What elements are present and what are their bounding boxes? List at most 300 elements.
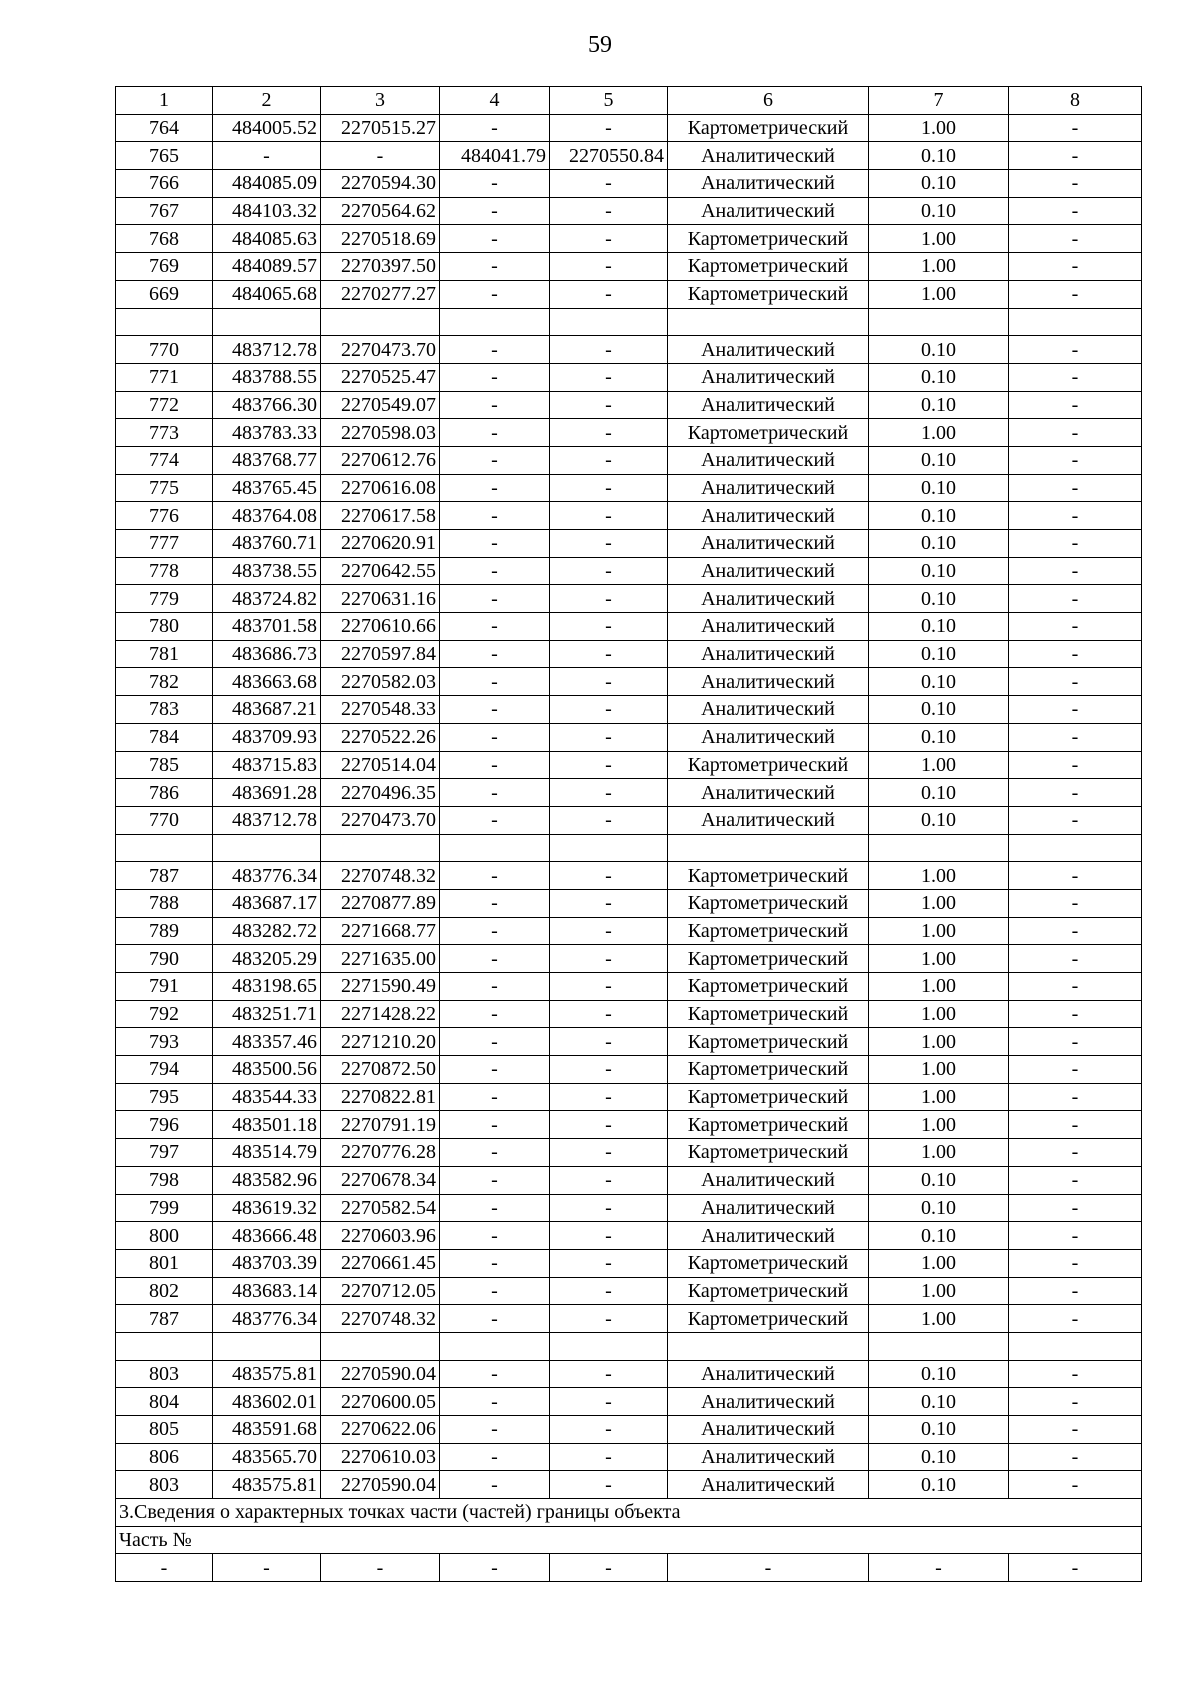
- table-cell-col3: 2270594.30: [321, 170, 440, 198]
- table-cell-col6: Аналитический: [668, 1471, 869, 1499]
- table-cell-col1: 787: [116, 862, 213, 890]
- table-cell-col8: -: [1009, 1443, 1142, 1471]
- table-cell-col8: -: [1009, 751, 1142, 779]
- table-cell-col8: -: [1009, 1000, 1142, 1028]
- table-body: [116, 87, 1142, 1582]
- table-cell-col4: -: [440, 557, 550, 585]
- table-cell-col5: -: [550, 253, 668, 281]
- table-cell-col1: 783: [116, 696, 213, 724]
- table-cell-col4: -: [440, 1056, 550, 1084]
- table-cell-col8: -: [1009, 862, 1142, 890]
- table-cell-col2: [213, 834, 321, 862]
- table-cell-col7: 1.00: [869, 945, 1009, 973]
- table-cell-col5: -: [550, 1111, 668, 1139]
- table-cell-col7: 0.10: [869, 363, 1009, 391]
- table-cell-col3: 2270748.32: [321, 862, 440, 890]
- table-cell-col7: 1.00: [869, 419, 1009, 447]
- table-cell-col6: Картометрический: [668, 1000, 869, 1028]
- table-cell-col4: -: [440, 170, 550, 198]
- table-cell-col5: -: [550, 640, 668, 668]
- table-cell-col1: 803: [116, 1471, 213, 1499]
- table-cell-col2: 483501.18: [213, 1111, 321, 1139]
- table-cell-col3: 2270822.81: [321, 1083, 440, 1111]
- table-cell-col8: -: [1009, 446, 1142, 474]
- table-cell-col6: Картометрический: [668, 917, 869, 945]
- table-cell-col5: -: [550, 391, 668, 419]
- table-cell-col1: 798: [116, 1166, 213, 1194]
- table-cell-col5: [550, 834, 668, 862]
- table-cell-col1: 794: [116, 1056, 213, 1084]
- table-cell-col7: 7: [869, 87, 1009, 115]
- table-cell-col7: 0.10: [869, 446, 1009, 474]
- table-cell-col3: -: [321, 142, 440, 170]
- table-row: [116, 1083, 1142, 1111]
- table-row: [116, 1111, 1142, 1139]
- table-cell-col8: -: [1009, 806, 1142, 834]
- table-cell-col2: 484065.68: [213, 280, 321, 308]
- table-cell-col6: Аналитический: [668, 1388, 869, 1416]
- table-cell-col8: -: [1009, 197, 1142, 225]
- table-cell-col8: [1009, 834, 1142, 862]
- table-cell-col5: -: [550, 225, 668, 253]
- table-cell-col3: 2270678.34: [321, 1166, 440, 1194]
- table-cell-col3: 2270564.62: [321, 197, 440, 225]
- table-row: [116, 889, 1142, 917]
- table-cell-col2: 483703.39: [213, 1249, 321, 1277]
- table-cell-col5: -: [550, 1194, 668, 1222]
- table-cell-col3: 2270518.69: [321, 225, 440, 253]
- table-cell-col2: 483715.83: [213, 751, 321, 779]
- table-cell-col8: -: [1009, 1111, 1142, 1139]
- table-cell-col4: -: [440, 1222, 550, 1250]
- table-cell-col2: 483765.45: [213, 474, 321, 502]
- table-cell-col5: [550, 1332, 668, 1360]
- table-cell-col6: Аналитический: [668, 723, 869, 751]
- table-cell-col2: 483198.65: [213, 973, 321, 1001]
- table-cell-col2: 483691.28: [213, 779, 321, 807]
- table-cell-col3: 2270748.32: [321, 1305, 440, 1333]
- table-cell-col6: Аналитический: [668, 1416, 869, 1444]
- table-cell-col8: -: [1009, 530, 1142, 558]
- table-cell-col1: 770: [116, 806, 213, 834]
- table-cell-col8: -: [1009, 280, 1142, 308]
- table-cell-col7: 1.00: [869, 1083, 1009, 1111]
- table-cell-col3: 2270661.45: [321, 1249, 440, 1277]
- table-cell-col5: 2270550.84: [550, 142, 668, 170]
- table-cell-col1: 669: [116, 280, 213, 308]
- table-separator-row: [116, 834, 1142, 862]
- table-cell-col5: -: [550, 1277, 668, 1305]
- table-cell-col7: 0.10: [869, 530, 1009, 558]
- table-cell-col1: 779: [116, 585, 213, 613]
- table-cell-col1: 776: [116, 502, 213, 530]
- table-cell-col7: 0.10: [869, 1166, 1009, 1194]
- table-row: [116, 142, 1142, 170]
- table-cell-col6: Аналитический: [668, 585, 869, 613]
- table-cell-col4: -: [440, 1360, 550, 1388]
- table-cell-col2: 483709.93: [213, 723, 321, 751]
- table-cell-col7: 1.00: [869, 1111, 1009, 1139]
- table-cell-col7: 1.00: [869, 1000, 1009, 1028]
- table-cell-col6: Картометрический: [668, 114, 869, 142]
- table-cell-col6: Аналитический: [668, 696, 869, 724]
- table-cell-col1: 782: [116, 668, 213, 696]
- table-cell-col5: -: [550, 613, 668, 641]
- table-cell-col3: 2270642.55: [321, 557, 440, 585]
- table-cell-col5: -: [550, 1416, 668, 1444]
- table-cell-col5: -: [550, 1388, 668, 1416]
- table-cell-col4: -: [440, 280, 550, 308]
- table-cell-col1: 788: [116, 889, 213, 917]
- table-cell-col1: 773: [116, 419, 213, 447]
- table-cell-col7: 1.00: [869, 862, 1009, 890]
- table-cell-col3: 2270791.19: [321, 1111, 440, 1139]
- table-cell-col7: 1.00: [869, 225, 1009, 253]
- table-cell-col2: 483712.78: [213, 336, 321, 364]
- table-cell-col1: 787: [116, 1305, 213, 1333]
- part-label-row-text: Часть №: [116, 1526, 1142, 1554]
- table-cell-col3: 2270622.06: [321, 1416, 440, 1444]
- table-cell-col6: Картометрический: [668, 225, 869, 253]
- table-cell-col2: 483205.29: [213, 945, 321, 973]
- table-cell-col4: 4: [440, 87, 550, 115]
- table-cell-col8: -: [1009, 1305, 1142, 1333]
- table-cell-col2: 483251.71: [213, 1000, 321, 1028]
- table-cell-col1: 775: [116, 474, 213, 502]
- table-cell-col8: -: [1009, 1166, 1142, 1194]
- table-cell-col1: 801: [116, 1249, 213, 1277]
- table-cell-col1: 766: [116, 170, 213, 198]
- table-cell-col1: 785: [116, 751, 213, 779]
- table-cell-col5: -: [550, 530, 668, 558]
- table-cell-col3: 2270610.03: [321, 1443, 440, 1471]
- table-cell-col4: -: [440, 363, 550, 391]
- table-cell-col1: 790: [116, 945, 213, 973]
- table-row: [116, 1277, 1142, 1305]
- table-row: [116, 1222, 1142, 1250]
- table-cell-col3: 2270590.04: [321, 1471, 440, 1499]
- table-cell-col4: -: [440, 1277, 550, 1305]
- table-cell-col2: 484089.57: [213, 253, 321, 281]
- table-cell-col8: -: [1009, 142, 1142, 170]
- table-cell-col3: 2270473.70: [321, 806, 440, 834]
- table-cell-col2: 483738.55: [213, 557, 321, 585]
- table-cell-col4: -: [440, 917, 550, 945]
- table-cell-col8: -: [1009, 945, 1142, 973]
- table-cell-col7: 0.10: [869, 668, 1009, 696]
- table-cell-col8: -: [1009, 1416, 1142, 1444]
- table-cell-col6: Картометрический: [668, 1277, 869, 1305]
- table-cell-col2: 483544.33: [213, 1083, 321, 1111]
- table-cell-col1: 803: [116, 1360, 213, 1388]
- table-cell-col4: -: [440, 696, 550, 724]
- table-row: [116, 1139, 1142, 1167]
- table-cell-col4: 484041.79: [440, 142, 550, 170]
- table-cell-col5: -: [550, 363, 668, 391]
- table-cell-col1: 767: [116, 197, 213, 225]
- table-cell-col7: 1.00: [869, 1139, 1009, 1167]
- table-cell-col4: -: [440, 1028, 550, 1056]
- table-cell-col3: 2270603.96: [321, 1222, 440, 1250]
- table-cell-col1: 802: [116, 1277, 213, 1305]
- table-cell-col1: 791: [116, 973, 213, 1001]
- table-cell-col5: -: [550, 1471, 668, 1499]
- table-cell-col7: 0.10: [869, 1416, 1009, 1444]
- table-cell-col8: -: [1009, 170, 1142, 198]
- table-cell-col2: 483687.21: [213, 696, 321, 724]
- table-cell-col1: 806: [116, 1443, 213, 1471]
- table-cell-col7: 0.10: [869, 557, 1009, 585]
- table-cell-col5: -: [550, 668, 668, 696]
- table-cell-col1: 769: [116, 253, 213, 281]
- table-cell-col2: [213, 1332, 321, 1360]
- table-cell-col2: 483514.79: [213, 1139, 321, 1167]
- table-cell-col6: Аналитический: [668, 557, 869, 585]
- table-cell-col5: -: [550, 585, 668, 613]
- table-cell-col2: 483565.70: [213, 1443, 321, 1471]
- table-cell-col2: 483712.78: [213, 806, 321, 834]
- table-cell-col6: Картометрический: [668, 1249, 869, 1277]
- table-cell-col2: 483701.58: [213, 613, 321, 641]
- table-cell-col5: -: [550, 806, 668, 834]
- table-cell-col3: 2271210.20: [321, 1028, 440, 1056]
- table-cell-col7: 0.10: [869, 640, 1009, 668]
- table-cell-col3: 2270525.47: [321, 363, 440, 391]
- table-cell-col7: 0.10: [869, 1222, 1009, 1250]
- table-cell-col1: 764: [116, 114, 213, 142]
- table-cell-col2: -: [213, 142, 321, 170]
- table-row: [116, 1388, 1142, 1416]
- table-cell-col6: Картометрический: [668, 1083, 869, 1111]
- table-cell-col4: -: [440, 973, 550, 1001]
- table-cell-col2: 2: [213, 87, 321, 115]
- table-cell-col7: 0.10: [869, 502, 1009, 530]
- table-cell-col7: -: [869, 1554, 1009, 1582]
- table-cell-col2: 483776.34: [213, 1305, 321, 1333]
- table-cell-col7: 1.00: [869, 1277, 1009, 1305]
- table-cell-col5: -: [550, 502, 668, 530]
- table-cell-col5: -: [550, 1083, 668, 1111]
- table-cell-col3: 2271668.77: [321, 917, 440, 945]
- table-cell-col6: Картометрический: [668, 419, 869, 447]
- table-cell-col5: -: [550, 973, 668, 1001]
- table-cell-col2: 484085.63: [213, 225, 321, 253]
- table-cell-col2: 483357.46: [213, 1028, 321, 1056]
- table-cell-col8: -: [1009, 723, 1142, 751]
- table-cell-col6: Аналитический: [668, 1222, 869, 1250]
- table-cell-col8: -: [1009, 114, 1142, 142]
- table-cell-col8: [1009, 1332, 1142, 1360]
- table-cell-col6: Аналитический: [668, 336, 869, 364]
- table-row: [116, 391, 1142, 419]
- table-cell-col7: 1.00: [869, 1249, 1009, 1277]
- table-cell-col1: [116, 308, 213, 336]
- table-cell-col5: -: [550, 336, 668, 364]
- table-cell-col5: -: [550, 1360, 668, 1388]
- table-cell-col4: -: [440, 751, 550, 779]
- table-cell-col6: Аналитический: [668, 474, 869, 502]
- table-cell-col7: 0.10: [869, 723, 1009, 751]
- table-row: [116, 1360, 1142, 1388]
- table-cell-col1: 784: [116, 723, 213, 751]
- table-cell-col7: 0.10: [869, 391, 1009, 419]
- table-cell-col6: Аналитический: [668, 142, 869, 170]
- table-cell-col4: -: [440, 1554, 550, 1582]
- table-cell-col3: 2270712.05: [321, 1277, 440, 1305]
- table-cell-col8: -: [1009, 696, 1142, 724]
- table-row-empty-part: [116, 1554, 1142, 1582]
- table-cell-col3: 2270877.89: [321, 889, 440, 917]
- table-cell-col7: 1.00: [869, 280, 1009, 308]
- table-cell-col2: 484103.32: [213, 197, 321, 225]
- table-cell-col3: 2270277.27: [321, 280, 440, 308]
- table-row: [116, 363, 1142, 391]
- table-cell-col4: -: [440, 585, 550, 613]
- table-cell-col6: Аналитический: [668, 1443, 869, 1471]
- table-cell-col2: -: [213, 1554, 321, 1582]
- table-cell-col8: -: [1009, 585, 1142, 613]
- table-cell-col1: 765: [116, 142, 213, 170]
- table-cell-col1: 795: [116, 1083, 213, 1111]
- table-cell-col5: -: [550, 1249, 668, 1277]
- table-cell-col4: -: [440, 197, 550, 225]
- table-cell-col6: -: [668, 1554, 869, 1582]
- table-row: [116, 474, 1142, 502]
- table-cell-col5: -: [550, 945, 668, 973]
- table-row: [116, 225, 1142, 253]
- table-cell-col8: -: [1009, 889, 1142, 917]
- table-cell-col2: 483582.96: [213, 1166, 321, 1194]
- table-cell-col6: Картометрический: [668, 889, 869, 917]
- table-cell-col6: Картометрический: [668, 973, 869, 1001]
- table-cell-col6: [668, 1332, 869, 1360]
- table-row: [116, 1416, 1142, 1444]
- table-row: [116, 640, 1142, 668]
- table-cell-col1: 805: [116, 1416, 213, 1444]
- table-cell-col2: 483768.77: [213, 446, 321, 474]
- table-cell-col3: 2270590.04: [321, 1360, 440, 1388]
- table-separator-row: [116, 1332, 1142, 1360]
- table-cell-col5: -: [550, 170, 668, 198]
- table-row: [116, 280, 1142, 308]
- table-row: [116, 945, 1142, 973]
- table-cell-col2: 483783.33: [213, 419, 321, 447]
- table-cell-col4: -: [440, 1388, 550, 1416]
- table-cell-col3: 2271635.00: [321, 945, 440, 973]
- table-cell-col3: 2270549.07: [321, 391, 440, 419]
- table-cell-col7: 1.00: [869, 917, 1009, 945]
- table-cell-col3: 2270582.03: [321, 668, 440, 696]
- table-cell-col6: [668, 308, 869, 336]
- table-cell-col6: Картометрический: [668, 1139, 869, 1167]
- table-row: [116, 696, 1142, 724]
- table-cell-col3: 3: [321, 87, 440, 115]
- table-cell-col6: Картометрический: [668, 1305, 869, 1333]
- table-cell-col1: 789: [116, 917, 213, 945]
- table-cell-col4: -: [440, 1471, 550, 1499]
- table-cell-col4: -: [440, 668, 550, 696]
- table-cell-col3: 2270597.84: [321, 640, 440, 668]
- table-cell-col5: -: [550, 1000, 668, 1028]
- table-row: [116, 530, 1142, 558]
- table-cell-col7: 1.00: [869, 1056, 1009, 1084]
- table-row: [116, 862, 1142, 890]
- table-cell-col6: Аналитический: [668, 197, 869, 225]
- table-header-row: [116, 87, 1142, 115]
- table-row: [116, 723, 1142, 751]
- table-cell-col2: 483500.56: [213, 1056, 321, 1084]
- table-row: [116, 1194, 1142, 1222]
- table-cell-col5: -: [550, 197, 668, 225]
- table-cell-col1: 780: [116, 613, 213, 641]
- table-cell-col7: 1.00: [869, 973, 1009, 1001]
- table-cell-col4: -: [440, 1000, 550, 1028]
- table-cell-col6: Аналитический: [668, 391, 869, 419]
- table-cell-col3: 2271428.22: [321, 1000, 440, 1028]
- table-cell-col3: 2270872.50: [321, 1056, 440, 1084]
- table-cell-col1: 796: [116, 1111, 213, 1139]
- table-cell-col5: -: [550, 696, 668, 724]
- table-cell-col4: [440, 308, 550, 336]
- table-cell-col1: 768: [116, 225, 213, 253]
- table-cell-col6: Аналитический: [668, 806, 869, 834]
- table-cell-col1: 804: [116, 1388, 213, 1416]
- table-row: [116, 751, 1142, 779]
- table-cell-col8: -: [1009, 502, 1142, 530]
- table-cell-col6: 6: [668, 87, 869, 115]
- table-cell-col1: 1: [116, 87, 213, 115]
- table-cell-col7: 0.10: [869, 1443, 1009, 1471]
- table-row: [116, 585, 1142, 613]
- table-cell-col5: -: [550, 917, 668, 945]
- table-cell-col6: Аналитический: [668, 446, 869, 474]
- table-cell-col8: -: [1009, 1028, 1142, 1056]
- table-cell-col1: 792: [116, 1000, 213, 1028]
- table-cell-col3: [321, 834, 440, 862]
- table-cell-col3: 2270473.70: [321, 336, 440, 364]
- table-cell-col4: -: [440, 779, 550, 807]
- table-cell-col6: Аналитический: [668, 779, 869, 807]
- table-cell-col5: -: [550, 1139, 668, 1167]
- table-cell-col1: 781: [116, 640, 213, 668]
- table-cell-col2: 483776.34: [213, 862, 321, 890]
- table-cell-col4: -: [440, 1194, 550, 1222]
- table-cell-col8: -: [1009, 779, 1142, 807]
- table-row: [116, 1056, 1142, 1084]
- table-cell-col6: Аналитический: [668, 1360, 869, 1388]
- table-cell-col2: 483282.72: [213, 917, 321, 945]
- table-cell-col5: -: [550, 1554, 668, 1582]
- table-cell-col4: -: [440, 862, 550, 890]
- table-cell-col1: 778: [116, 557, 213, 585]
- table-cell-col1: 777: [116, 530, 213, 558]
- table-cell-col1: 799: [116, 1194, 213, 1222]
- table-cell-col4: -: [440, 806, 550, 834]
- table-cell-col7: 0.10: [869, 613, 1009, 641]
- table-cell-col2: [213, 308, 321, 336]
- table-row: [116, 197, 1142, 225]
- table-cell-col7: 1.00: [869, 889, 1009, 917]
- table-cell-col4: -: [440, 1111, 550, 1139]
- table-cell-col6: Аналитический: [668, 640, 869, 668]
- table-cell-col1: [116, 834, 213, 862]
- table-cell-col3: 2270514.04: [321, 751, 440, 779]
- table-cell-col5: -: [550, 1056, 668, 1084]
- table-cell-col6: Аналитический: [668, 1166, 869, 1194]
- table-cell-col5: -: [550, 1222, 668, 1250]
- table-cell-col5: -: [550, 446, 668, 474]
- table-cell-col3: 2270582.54: [321, 1194, 440, 1222]
